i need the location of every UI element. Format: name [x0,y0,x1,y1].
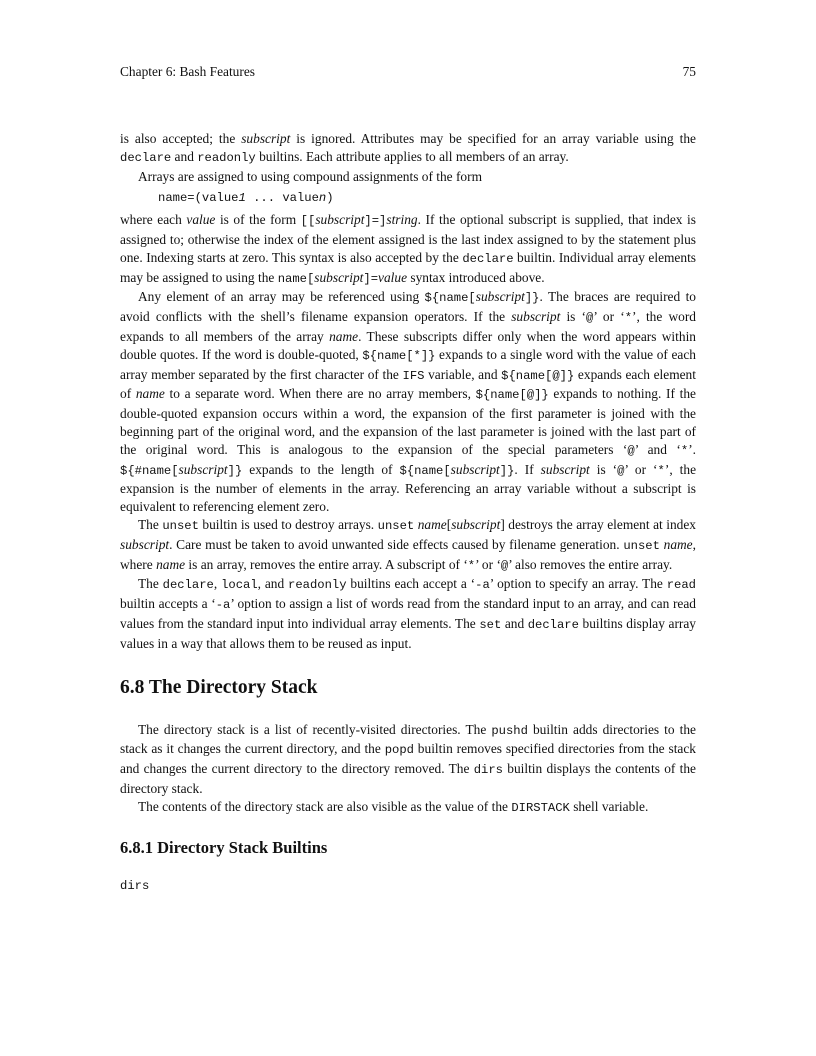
paragraph-value-form: where each value is of the form [[subscript]=]string. If the optional subscript is supplied, that index is assigned to; otherwise the index of the element assigned is the last index assigned to by the statement plus one. Indexing starts at zero. This syntax is also accepted by the declare builtin. Individual array elements may be assigned to using the name[subscript]=value syntax introduced above. [120,212,696,286]
paragraph-array-reference: Any element of an array may be referenced using ${name[subscript]}. The braces are required to avoid conflicts with the shell’s filename expansion operators. If the subscript is ‘@’ or ‘*’, the word expands to all members of the array name. These subscripts differ only when the word appears within double quotes. If the word is double-quoted, ${name[*]} expands to a single word with the value of each array member separated by the first character of the IFS variable, and ${name[@]} expands each element of name to a separate word. When there are no array members, ${name[@]} expands to nothing. If the double-quoted expansion occurs within a word, the expansion of the first parameter is joined with the beginning part of the original word, and the expansion of the last parameter is joined with the last part of the original word. This is analogous to the expansion of the special parameters ‘@’ and ‘*’. ${#name[subscript]} expands to the length of ${name[subscript]}. If subscript is ‘@’ or ‘*’, the expansion is the number of elements in the array. Referencing an array variable without a subscript is equivalent to referencing element zero. [120,289,697,515]
paragraph-declare-options: The declare, local, and readonly builtins each accept a ‘-a’ option to specify an array. The read builtin accepts a ‘-a’ option to assign a list of words read from the standard input to an array, and can read values from the standard input into individual array elements. The set and declare builtins display array values in a way that allows them to be reused as input. [120,576,696,651]
code-example: name=(value1 ... valuen) [158,191,334,206]
page-body [120,130,696,895]
term-dirs: dirs [120,878,150,893]
page-number: 75 [682,64,696,79]
section-heading: 6.8 The Directory Stack [120,676,318,698]
paragraph-array-attributes: is also accepted; the subscript is ignored. Attributes may be specified for an array variable using the declare and readonly builtins. Each attribute applies to all members of an array. [120,131,696,165]
paragraph-compound-assignment: Arrays are assigned to using compound assignments of the form [138,168,482,184]
chapter-title: Chapter 6: Bash Features [120,64,255,79]
subsection-heading: 6.8.1 Directory Stack Builtins [120,837,328,857]
paragraph-directory-stack: The directory stack is a list of recently-visited directories. The pushd builtin adds directories to the stack as it changes the current directory, and the popd builtin removes specified directories from the stack and changes the current directory to the directory removed. The dirs builtin displays the contents of the directory stack. [120,721,696,796]
page-header [120,64,696,80]
paragraph-dirstack-variable: The contents of the directory stack are also visible as the value of the DIRSTACK shell variable. [138,798,649,815]
paragraph-unset: The unset builtin is used to destroy arrays. unset name[subscript] destroys the array element at index subscript. Care must be taken to avoid unwanted side effects caused by filename generation. unset name, where name is an array, removes the entire array. A subscript of ‘*’ or ‘@’ also removes the entire array. [120,516,696,573]
